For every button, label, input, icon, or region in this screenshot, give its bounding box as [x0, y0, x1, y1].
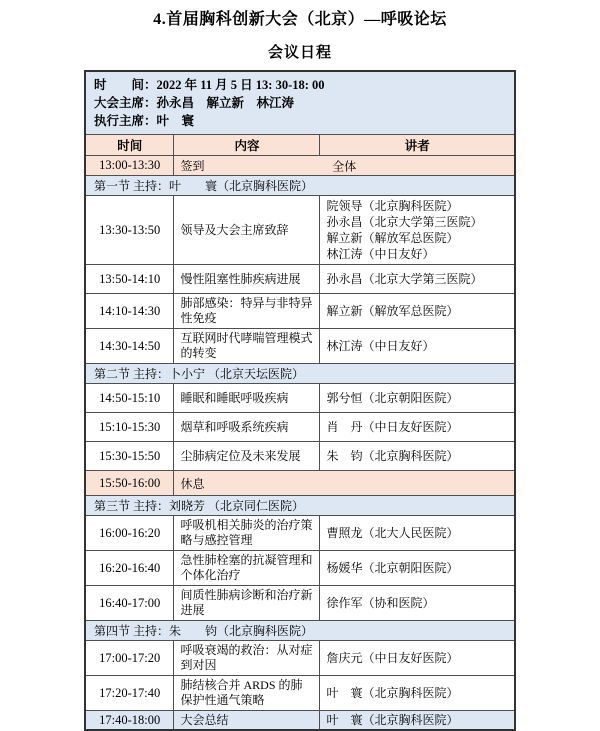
schedule-row: [85, 196, 515, 265]
time-cell: 15:10-15:30: [85, 413, 174, 442]
time-cell: 14:30-14:50: [85, 329, 174, 364]
section-title: 第三节 主持：刘晓芳 （北京同仁医院）: [85, 496, 515, 516]
speaker-name: 叶 寰（北京胸科医院）: [326, 713, 459, 727]
time-cell: 14:50-15:10: [85, 384, 174, 413]
info-block: [85, 71, 515, 135]
speaker-cell: [320, 294, 515, 329]
speaker-cell: [320, 442, 515, 471]
content-cell: 烟草和呼吸系统疾病: [174, 413, 320, 442]
speaker-name: 肖 丹（中日友好医院）: [326, 420, 459, 434]
info-exec-chair-line: 执行主席：叶 寰: [93, 114, 194, 128]
content-cell: 尘肺病定位及未来发展: [174, 442, 320, 471]
section-title: 第二节 主持：卜小宁 （北京天坛医院）: [85, 364, 515, 384]
content-cell: 呼吸机相关肺炎的治疗策略与感控管理: [174, 516, 320, 551]
time-cell: 16:40-17:00: [85, 586, 174, 621]
speaker-name: 林江涛（中日友好）: [326, 247, 435, 261]
speaker-name: 郭兮恒（北京朝阳医院）: [326, 391, 459, 405]
section-row: [85, 496, 515, 516]
schedule-row: [85, 471, 515, 496]
time-cell: 13:50-14:10: [85, 265, 174, 294]
time-cell: 16:00-16:20: [85, 516, 174, 551]
section-title: 第四节 主持：朱 钧（北京胸科医院）: [85, 621, 515, 641]
schedule-row: [85, 676, 515, 711]
time-cell: 17:20-17:40: [85, 676, 174, 711]
schedule-row: [85, 329, 515, 364]
speaker-name: 詹庆元（中日友好医院）: [326, 651, 459, 665]
speaker-name: 曹照龙（北大人民医院）: [326, 526, 459, 540]
section-title: 第一节 主持：叶 寰（北京胸科医院）: [85, 176, 515, 196]
signin-label: 签到: [180, 159, 205, 173]
time-cell: 16:20-16:40: [85, 551, 174, 586]
speaker-cell: [320, 329, 515, 364]
info-block-row: [85, 71, 515, 135]
speaker-name: 朱 钧（北京胸科医院）: [326, 449, 459, 463]
time-cell: 13:00-13:30: [85, 156, 174, 176]
content-cell: 肺结核合并 ARDS 的肺保护性通气策略: [174, 676, 320, 711]
info-time-line: 时 间：2022 年 11 月 5 日 13: 30-18: 00: [93, 78, 325, 92]
time-cell: 15:50-16:00: [85, 471, 174, 496]
content-cell: 互联网时代哮喘管理模式的转变: [174, 329, 320, 364]
speaker-cell: [320, 196, 515, 265]
speaker-name: 解立新（解放军总医院）: [326, 231, 459, 245]
speaker-name: 孙永昌（北京大学第三医院）: [326, 215, 483, 229]
content-cell: 大会总结: [174, 711, 320, 731]
schedule-row: [85, 294, 515, 329]
speaker-cell: [320, 384, 515, 413]
speaker-cell: [320, 516, 515, 551]
content-cell: 间质性肺病诊断和治疗新进展: [174, 586, 320, 621]
page-subtitle: 会议日程: [267, 45, 332, 61]
time-cell: 14:10-14:30: [85, 294, 174, 329]
schedule-row: [85, 413, 515, 442]
schedule-row: [85, 442, 515, 471]
column-header-row: [85, 135, 515, 156]
speaker-cell: [320, 551, 515, 586]
section-row: [85, 176, 515, 196]
speaker-name: 杨媛华（北京朝阳医院）: [326, 561, 459, 575]
time-cell: 17:40-18:00: [85, 711, 174, 731]
time-cell: 17:00-17:20: [85, 641, 174, 676]
break-cell: 休息: [174, 471, 515, 496]
content-cell: 肺部感染：特异与非特异性免疫: [174, 294, 320, 329]
col-header-content: 内容: [174, 135, 320, 156]
speaker-cell: [320, 586, 515, 621]
schedule-row: [85, 641, 515, 676]
schedule-row: [85, 516, 515, 551]
speaker-cell: [320, 641, 515, 676]
section-row: [85, 621, 515, 641]
schedule-row: [85, 384, 515, 413]
speaker-name: 林江涛（中日友好）: [326, 339, 435, 353]
signin-cell: [174, 156, 515, 176]
speaker-name: 解立新（解放军总医院）: [326, 304, 459, 318]
speaker-cell: [320, 676, 515, 711]
speaker-cell: [320, 711, 515, 731]
col-header-speaker: 讲者: [320, 135, 515, 156]
col-header-time: 时间: [85, 135, 174, 156]
speaker-name: 叶 寰（北京胸科医院）: [326, 686, 459, 700]
schedule-row: [85, 265, 515, 294]
time-cell: 15:30-15:50: [85, 442, 174, 471]
schedule-table: [84, 70, 516, 731]
content-cell: 慢性阻塞性肺疾病进展: [174, 265, 320, 294]
schedule-row: [85, 156, 515, 176]
info-chairs-line: 大会主席：孙永昌 解立新 林江涛: [93, 96, 294, 110]
speaker-name: 徐作军（协和医院）: [326, 596, 435, 610]
schedule-body: [85, 156, 515, 731]
content-cell: 睡眠和睡眠呼吸疾病: [174, 384, 320, 413]
content-cell: 急性肺栓塞的抗凝管理和个体化治疗: [174, 551, 320, 586]
speaker-cell: [320, 413, 515, 442]
content-cell: 领导及大会主席致辞: [174, 196, 320, 265]
speaker-name: 院领导（北京胸科医院）: [326, 199, 459, 213]
section-row: [85, 364, 515, 384]
schedule-row: [85, 586, 515, 621]
schedule-row: [85, 711, 515, 731]
speaker-cell: [320, 265, 515, 294]
content-cell: 呼吸衰竭的救治：从对症到对因: [174, 641, 320, 676]
time-cell: 13:30-13:50: [85, 196, 174, 265]
page-title: 4.首届胸科创新大会（北京）—呼吸论坛: [153, 11, 447, 28]
speaker-name: 孙永昌（北京大学第三医院）: [326, 272, 483, 286]
signin-attendees-note: 全体: [332, 159, 357, 173]
schedule-row: [85, 551, 515, 586]
